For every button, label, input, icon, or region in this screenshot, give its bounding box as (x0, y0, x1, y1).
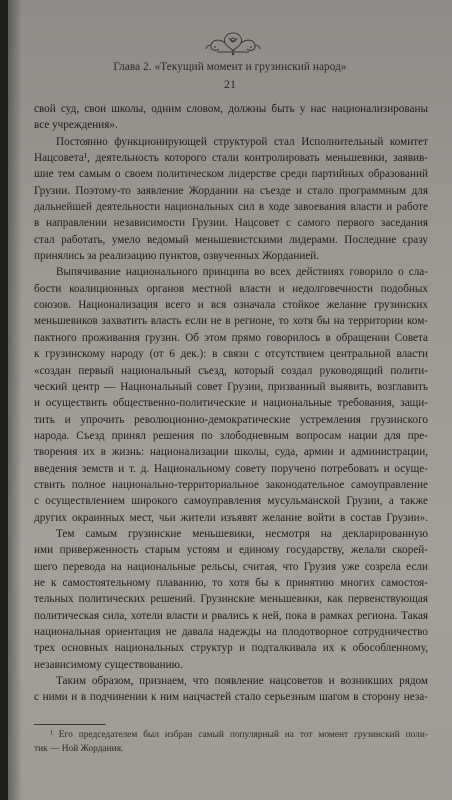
text-line: ческий центр — Национальный совет Грузии, призванный выявить, возглавить (34, 380, 428, 393)
text-line: «создан первый национальный съезд, который создал руководящий полити- (34, 364, 428, 377)
text-line: трех основных национальных структур и подталкивала их к обособленному, (34, 642, 428, 655)
text-line: ствить полное национально-территориальное законодательное самоуправление (34, 478, 428, 491)
text-line: пактного проживания грузин. Об этом прямо говорилось в обращении Совета (34, 331, 428, 344)
text-line: других окраинных мест, чьи жители изъявят желание войти в состав Грузии». (34, 511, 428, 524)
ornament-icon (203, 30, 263, 56)
text-line: с ними и в подчинении к ним нацчастей стало серьезным шагом в сторону неза- (34, 691, 428, 704)
text-line: народа. Съезд принял решения по злободневным вопросам нации для пре- (34, 429, 428, 442)
text-line: Постоянно функционирующей структурой стал Исполнительный комитет (56, 135, 428, 148)
text-line: ими приверженность старым устоям и единому государству, желали скорей- (34, 544, 428, 557)
text-line: Нацсовета¹, деятельность которого стали контролировать меньшевики, заявив- (34, 152, 428, 165)
text-line: Таким образом, признаем, что появление нацсоветов и возникших рядом (56, 675, 428, 688)
text-line: независимому существованию. (34, 658, 183, 671)
text-line: меньшевиков захватить власть если не в регионе, то хотя бы на территории ком- (34, 315, 428, 328)
body-text (34, 101, 428, 706)
text-line: с осуществлением широкого самоуправления мусульманской Грузии, а также (34, 495, 428, 508)
footnotes (34, 729, 428, 756)
text-line: все учреждения». (34, 119, 118, 132)
text-line: бости коалиционных органов местной власти и недолговечности подобных (34, 282, 428, 295)
page-gutter-shadow (8, 0, 22, 800)
text-line: Выпячивание национального принципа во всех действиях говорило о сла- (56, 266, 428, 279)
text-line: шего перевода на национальные рельсы, считая, что Грузия уже созрела если (34, 560, 428, 573)
text-line: принялись за реализацию пунктов, озвученных Жорданией. (34, 250, 320, 263)
footnote-line: тик — Ной Жордания. (34, 743, 124, 754)
footnote-divider (34, 724, 106, 725)
text-line: союзов. Национализация всего и вся означала стойкое желание грузинских (34, 299, 428, 312)
text-line: шие тем самым о своем политическом лидерстве среди партийных образований (34, 168, 428, 181)
text-line: в направлении независимости Грузии. Нацсовет с самого первого заседания (34, 217, 428, 230)
text-line: творения их в жизнь: национализации школы, суда, армии и администрации, (34, 446, 428, 459)
page-number: 21 (224, 77, 236, 91)
text-line: тить и упрочить революционно-демократические устремления грузинского (34, 413, 428, 426)
text-line: тельных политических решений. Грузинские меньшевики, как первенствующая (34, 593, 428, 606)
book-page (8, 0, 452, 800)
text-line: стал работать, умело ведомый меньшевистскими лидерами. Последние сразу (34, 233, 428, 246)
text-line: Тем самым грузинские меньшевики, несмотря на декларированную (56, 527, 428, 540)
text-line: политическая сила, хотели власти и рвались к ней, пока в рамках региона. Такая (34, 609, 428, 622)
text-line: национальная ориентация не давала надежды на плодотворное сотрудничество (34, 626, 428, 638)
running-head: Глава 2. «Текущий момент и грузинский народ» (113, 61, 347, 73)
text-line: к грузинскому народу (от 6 дек.): в связи с отсутствием центральной власти (34, 348, 428, 361)
text-line: дальнейшей деятельности национальных сил в ходе завоевания власти и работе (34, 201, 428, 214)
text-line: введения земств и т. д. Национальному совету поручено потребовать и осуще- (34, 462, 428, 475)
footnote-line: ¹ Его председателем был избран самый популярный на тот момент грузинский поли- (50, 730, 428, 740)
text-line: не к самостоятельному плаванию, то хотя бы к принятию многих самостоя- (34, 576, 428, 589)
text-line: свой суд, свои школы, одним словом, должны быть у нас национализированы (34, 103, 428, 115)
text-line: и осуществить общественно-политические и национальные требования, защи- (34, 397, 428, 410)
text-line: Грузии. Поэтому-то заявление Жордании на съезде и стало программным для (34, 184, 428, 197)
